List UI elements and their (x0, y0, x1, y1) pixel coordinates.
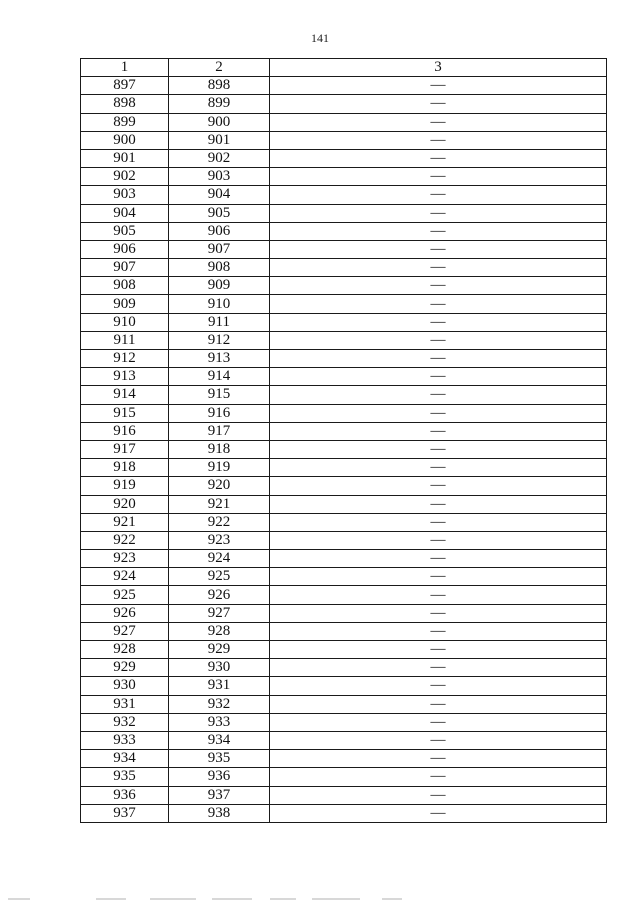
table-cell-col3: — (270, 768, 607, 786)
table-cell-col1: 926 (81, 604, 169, 622)
table-cell-col2: 908 (169, 259, 270, 277)
table-cell-col2: 918 (169, 440, 270, 458)
table-cell-col1: 909 (81, 295, 169, 313)
table-cell-col1: 931 (81, 695, 169, 713)
table-row (81, 295, 607, 313)
table-cell-col1: 925 (81, 586, 169, 604)
table-cell-col2: 923 (169, 531, 270, 549)
table-cell-col3: — (270, 95, 607, 113)
table-cell-col2: 924 (169, 550, 270, 568)
table-cell-col3: — (270, 77, 607, 95)
table-cell-col1: 916 (81, 422, 169, 440)
table-row (81, 313, 607, 331)
table-cell-col2: 925 (169, 568, 270, 586)
table-cell-col3: — (270, 331, 607, 349)
table-cell-col3: — (270, 240, 607, 258)
table-cell-col2: 920 (169, 477, 270, 495)
column-header-1: 1 (81, 59, 169, 77)
table-cell-col3: — (270, 295, 607, 313)
table-cell-col2: 927 (169, 604, 270, 622)
table-row (81, 113, 607, 131)
table-cell-col3: — (270, 404, 607, 422)
table-cell-col3: — (270, 568, 607, 586)
table-row (81, 768, 607, 786)
table-row (81, 422, 607, 440)
table-cell-col3: — (270, 204, 607, 222)
table-cell-col3: — (270, 731, 607, 749)
table-row (81, 404, 607, 422)
table-cell-col3: — (270, 586, 607, 604)
table-row (81, 186, 607, 204)
table-cell-col3: — (270, 386, 607, 404)
table-cell-col1: 900 (81, 131, 169, 149)
table-cell-col1: 914 (81, 386, 169, 404)
table-cell-col2: 928 (169, 622, 270, 640)
table-cell-col2: 914 (169, 368, 270, 386)
table-cell-col2: 917 (169, 422, 270, 440)
table-row (81, 804, 607, 822)
table-cell-col1: 919 (81, 477, 169, 495)
table-cell-col2: 903 (169, 168, 270, 186)
table-cell-col1: 936 (81, 786, 169, 804)
table-cell-col3: — (270, 750, 607, 768)
table-cell-col2: 899 (169, 95, 270, 113)
table-row (81, 677, 607, 695)
table-row (81, 204, 607, 222)
table-cell-col3: — (270, 713, 607, 731)
table-cell-col1: 898 (81, 95, 169, 113)
table-cell-col3: — (270, 368, 607, 386)
table-row (81, 240, 607, 258)
table-row (81, 95, 607, 113)
table-row (81, 695, 607, 713)
table-row (81, 586, 607, 604)
table-cell-col2: 922 (169, 513, 270, 531)
table-row (81, 495, 607, 513)
table-cell-col1: 932 (81, 713, 169, 731)
table-cell-col1: 903 (81, 186, 169, 204)
table-cell-col2: 906 (169, 222, 270, 240)
table-cell-col1: 901 (81, 149, 169, 167)
table-row (81, 131, 607, 149)
table-cell-col3: — (270, 186, 607, 204)
table-cell-col3: — (270, 168, 607, 186)
table-cell-col2: 930 (169, 659, 270, 677)
table-cell-col1: 935 (81, 768, 169, 786)
column-header-2: 2 (169, 59, 270, 77)
table-cell-col2: 919 (169, 459, 270, 477)
table-cell-col1: 933 (81, 731, 169, 749)
table-cell-col2: 916 (169, 404, 270, 422)
table-cell-col1: 920 (81, 495, 169, 513)
table-cell-col1: 924 (81, 568, 169, 586)
table-row (81, 550, 607, 568)
table-cell-col3: — (270, 440, 607, 458)
table-cell-col3: — (270, 604, 607, 622)
table-cell-col1: 910 (81, 313, 169, 331)
table-cell-col2: 926 (169, 586, 270, 604)
table-row (81, 750, 607, 768)
table-cell-col1: 908 (81, 277, 169, 295)
table-cell-col3: — (270, 422, 607, 440)
table-cell-col3: — (270, 313, 607, 331)
table-cell-col3: — (270, 804, 607, 822)
column-header-3: 3 (270, 59, 607, 77)
table-cell-col1: 913 (81, 368, 169, 386)
table-row (81, 259, 607, 277)
table-cell-col3: — (270, 677, 607, 695)
table-cell-col1: 915 (81, 404, 169, 422)
table-cell-col2: 931 (169, 677, 270, 695)
table-cell-col1: 937 (81, 804, 169, 822)
table-row (81, 222, 607, 240)
table-cell-col3: — (270, 513, 607, 531)
table-cell-col3: — (270, 622, 607, 640)
table-row (81, 786, 607, 804)
table-cell-col2: 935 (169, 750, 270, 768)
table-cell-col1: 922 (81, 531, 169, 549)
table-cell-col2: 911 (169, 313, 270, 331)
table-cell-col1: 917 (81, 440, 169, 458)
table-row (81, 459, 607, 477)
table-row (81, 513, 607, 531)
table-cell-col3: — (270, 659, 607, 677)
table-row (81, 149, 607, 167)
table-cell-col2: 933 (169, 713, 270, 731)
table-header-row (81, 59, 607, 77)
table-cell-col1: 930 (81, 677, 169, 695)
table-cell-col2: 905 (169, 204, 270, 222)
table-row (81, 477, 607, 495)
table-row (81, 277, 607, 295)
table-row (81, 168, 607, 186)
table-cell-col1: 912 (81, 350, 169, 368)
table-cell-col2: 938 (169, 804, 270, 822)
table-row (81, 604, 607, 622)
table-row (81, 331, 607, 349)
table-cell-col3: — (270, 786, 607, 804)
page-number: 141 (311, 31, 329, 45)
table-row (81, 531, 607, 549)
table-cell-col2: 900 (169, 113, 270, 131)
table-row (81, 368, 607, 386)
table-cell-col2: 937 (169, 786, 270, 804)
table-cell-col1: 928 (81, 641, 169, 659)
table-cell-col3: — (270, 259, 607, 277)
table-cell-col2: 915 (169, 386, 270, 404)
data-table (80, 58, 607, 823)
table-cell-col3: — (270, 477, 607, 495)
table-row (81, 386, 607, 404)
table-cell-col1: 911 (81, 331, 169, 349)
table-cell-col3: — (270, 131, 607, 149)
table-cell-col3: — (270, 531, 607, 549)
table-cell-col2: 901 (169, 131, 270, 149)
table-cell-col1: 904 (81, 204, 169, 222)
table-cell-col3: — (270, 277, 607, 295)
table-cell-col3: — (270, 550, 607, 568)
table-row (81, 641, 607, 659)
table-row (81, 622, 607, 640)
table-row (81, 440, 607, 458)
table-cell-col2: 936 (169, 768, 270, 786)
table-cell-col1: 906 (81, 240, 169, 258)
table-cell-col3: — (270, 350, 607, 368)
table-cell-col1: 921 (81, 513, 169, 531)
table-cell-col2: 913 (169, 350, 270, 368)
table-row (81, 731, 607, 749)
table-cell-col2: 929 (169, 641, 270, 659)
table-cell-col1: 902 (81, 168, 169, 186)
table-cell-col1: 923 (81, 550, 169, 568)
table-cell-col3: — (270, 222, 607, 240)
table-row (81, 568, 607, 586)
table-row (81, 77, 607, 95)
table-row (81, 350, 607, 368)
table-cell-col2: 907 (169, 240, 270, 258)
table-cell-col3: — (270, 641, 607, 659)
table-cell-col3: — (270, 695, 607, 713)
table-row (81, 713, 607, 731)
table-cell-col2: 904 (169, 186, 270, 204)
table-cell-col1: 929 (81, 659, 169, 677)
table-cell-col1: 899 (81, 113, 169, 131)
table-body (81, 77, 607, 823)
table-cell-col2: 912 (169, 331, 270, 349)
table-row (81, 659, 607, 677)
table-cell-col3: — (270, 149, 607, 167)
table-cell-col3: — (270, 113, 607, 131)
scan-artifact (0, 898, 640, 902)
table-cell-col3: — (270, 459, 607, 477)
table-cell-col2: 902 (169, 149, 270, 167)
table-cell-col1: 927 (81, 622, 169, 640)
table-cell-col1: 907 (81, 259, 169, 277)
table-cell-col2: 909 (169, 277, 270, 295)
table-cell-col2: 934 (169, 731, 270, 749)
table-cell-col1: 905 (81, 222, 169, 240)
table-cell-col2: 910 (169, 295, 270, 313)
table-cell-col1: 897 (81, 77, 169, 95)
table-cell-col2: 921 (169, 495, 270, 513)
table-cell-col1: 918 (81, 459, 169, 477)
table-cell-col2: 898 (169, 77, 270, 95)
table-cell-col3: — (270, 495, 607, 513)
table-cell-col2: 932 (169, 695, 270, 713)
table-cell-col1: 934 (81, 750, 169, 768)
